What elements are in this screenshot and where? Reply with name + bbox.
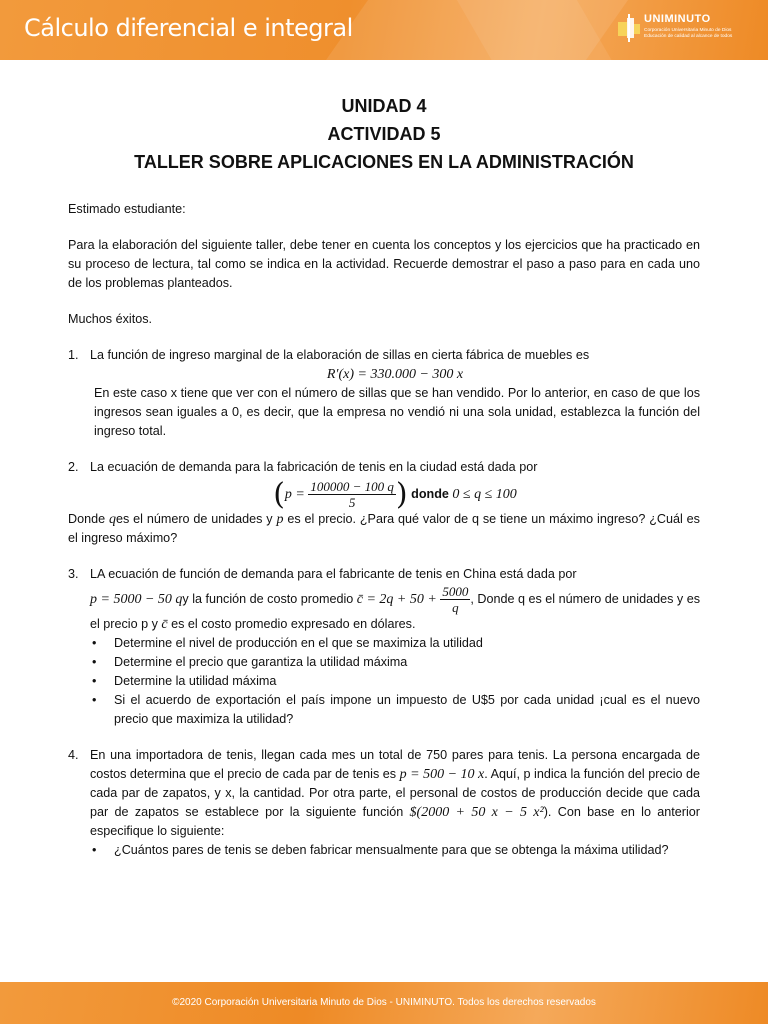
left-paren: ( <box>273 477 285 512</box>
text-span: y la función de costo promedio <box>182 591 354 606</box>
question-1 <box>68 346 700 441</box>
question-number: 3. <box>68 567 79 581</box>
question-number: 1. <box>68 348 79 362</box>
list-item <box>90 634 700 653</box>
list-item <box>90 691 700 729</box>
average-cost-formula: c̄ = 2q + 50 + <box>356 591 437 607</box>
question-formulas <box>90 584 700 634</box>
text-span: En una importadora de tenis, llegan cada mes un total de 750 pares para tenis. La persona encargada de costos determina que el precio de cada par de tenis es <box>90 748 700 781</box>
donde-label: donde <box>411 487 449 501</box>
p-symbol: p <box>276 512 284 527</box>
logo-name: UNIMINUTO <box>644 13 711 25</box>
question-number: 4. <box>68 748 79 762</box>
bullet-icon: • <box>92 636 97 650</box>
question-detail: En este caso x tiene que ver con el número de sillas que se han vendido. Por lo anterior, en caso de que los ingresos sean iguales a 0, es decir, que la empresa no vendió ni una sola unidad, establezca la función del ingreso total. <box>94 386 700 438</box>
question-text <box>90 746 700 841</box>
text-span: , Donde q es el número de unidades y es el precio p y <box>90 591 701 631</box>
logo-mark-icon <box>616 14 642 42</box>
p-equals: p = <box>284 486 305 502</box>
demand-formula: p = 5000 − 50 q <box>90 591 183 607</box>
question-text: La función de ingreso marginal de la elaboración de sillas en cierta fábrica de muebles es <box>90 348 590 362</box>
cost-fraction <box>440 584 470 615</box>
question-4 <box>68 746 700 860</box>
text-span: es el precio. ¿Para qué valor de q se tiene un máximo ingreso? ¿Cuál es el ingreso máximo? <box>68 512 700 545</box>
text-span: ). Con base en lo anterior especifique lo siguiente: <box>90 805 700 838</box>
bullet-list <box>90 634 700 729</box>
intro-paragraph: Para la elaboración del siguiente taller, debe tener en cuenta los conceptos y los ejercicios que ha practicado en su proceso de lectura, tal como se indica en la actividad. Recuerde demostrar el paso a paso para en cada uno de los problemas planteados. <box>68 238 700 290</box>
question-number: 2. <box>68 460 79 474</box>
list-item <box>90 672 700 691</box>
text-span: es el número de unidades y <box>116 512 273 526</box>
copyright-text: ©2020 Corporación Universitaria Minuto de Dios - UNIMINUTO. Todos los derechos reservados <box>172 997 596 1008</box>
logo-subtitle: Corporación Universitaria Minuto de Dios <box>644 28 732 33</box>
list-item <box>90 653 700 672</box>
greeting: Estimado estudiante: <box>68 202 186 216</box>
fraction-numerator: 5000 <box>442 584 469 599</box>
question-3 <box>68 565 700 729</box>
list-item <box>90 841 700 860</box>
course-title: Cálculo diferencial e integral <box>24 14 353 42</box>
question-text: La ecuación de demanda para la fabricación de tenis en la ciudad está dada por <box>90 460 538 474</box>
list-item-text: Determine la utilidad máxima <box>114 674 277 688</box>
question-2 <box>68 458 700 548</box>
bullet-icon: • <box>92 843 97 857</box>
fraction-numerator: 100000 − 100 q <box>310 479 394 494</box>
footer-banner <box>0 982 768 1024</box>
uniminuto-logo <box>616 12 744 48</box>
demand-fraction <box>308 479 396 510</box>
list-item-text: Determine el precio que garantiza la utilidad máxima <box>114 655 408 669</box>
header-banner <box>0 0 768 60</box>
closing: Muchos éxitos. <box>68 312 152 326</box>
question-text: LA ecuación de función de demanda para el fabricante de tenis en China está dada por <box>90 567 577 581</box>
price-formula: p = 500 − 10 x <box>399 767 485 782</box>
right-paren: ) <box>395 477 408 512</box>
document-body <box>68 92 700 877</box>
domain-range: 0 ≤ q ≤ 100 <box>452 487 517 502</box>
cost-formula: $(2000 + 50 x − 5 x² <box>409 805 544 820</box>
text-span: es el costo promedio expresado en dólares. <box>171 617 416 631</box>
workshop-title: TALLER SOBRE APLICACIONES EN LA ADMINISTRACIÓN <box>134 152 634 172</box>
text-span: . Aquí, p indica la función del precio de cada par de zapatos, y x, la cantidad. Por otra parte, el personal de costos de producción decide que cada par de zapatos se establece por la siguiente función <box>90 767 701 819</box>
logo-tagline: Educación de calidad al alcance de todos <box>644 34 733 39</box>
list-item-text: ¿Cuántos pares de tenis se deben fabricar mensualmente para que se obtenga la máxima utilidad? <box>114 843 669 857</box>
demand-formula <box>90 479 700 510</box>
list-item-text: Si el acuerdo de exportación el país impone un impuesto de U$5 por cada unidad ¡cual es el nuevo precio que maximiza la utilidad? <box>114 693 700 726</box>
text-span: Donde <box>68 512 106 526</box>
bullet-icon: • <box>92 693 97 707</box>
bullet-list <box>90 841 700 860</box>
bullet-icon: • <box>92 674 97 688</box>
fraction-denominator: q <box>452 600 459 615</box>
unit-title: UNIDAD 4 <box>341 96 427 116</box>
q-symbol: q <box>109 512 116 527</box>
fraction-denominator: 5 <box>348 495 356 510</box>
list-item-text: Determine el nivel de producción en el que se maximiza la utilidad <box>114 636 483 650</box>
document-titles <box>68 92 700 176</box>
question-detail <box>68 510 700 548</box>
bullet-icon: • <box>92 655 97 669</box>
c-bar-symbol: c̄ <box>161 617 168 632</box>
marginal-revenue-formula: R′(x) = 330.000 − 300 x <box>326 367 464 382</box>
activity-title: ACTIVIDAD 5 <box>327 124 441 144</box>
